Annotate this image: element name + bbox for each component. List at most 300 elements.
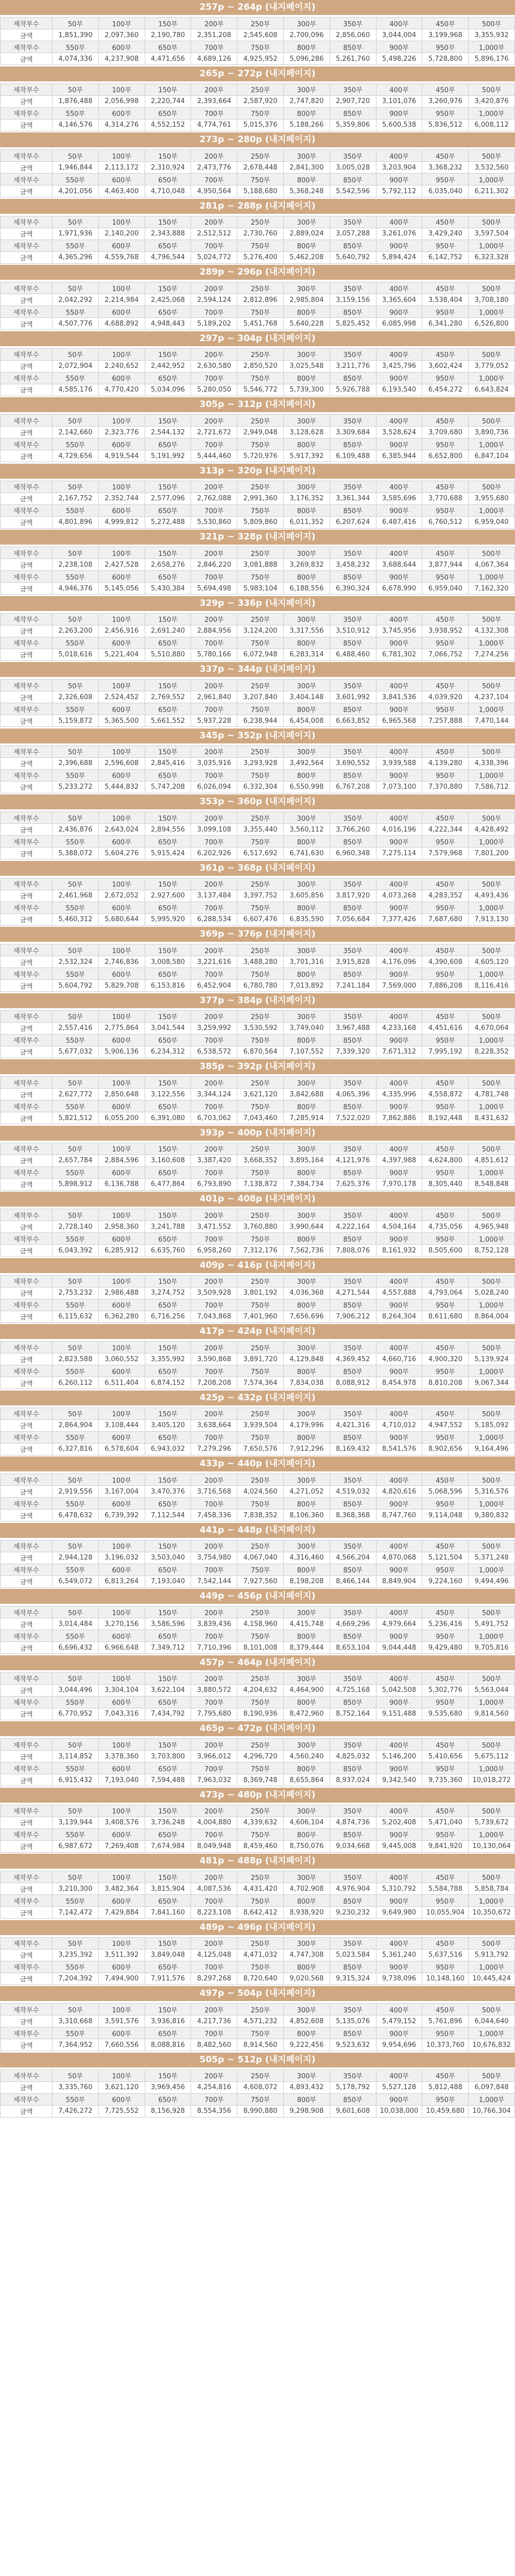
quantity-cell: 400부 [376,83,422,95]
price-cell: 2,746,836 [98,956,145,968]
quantity-cell: 50부 [53,944,99,956]
price-cell: 6,767,208 [330,781,376,793]
price-cell: 5,189,202 [191,318,237,330]
price-cell: 8,990,880 [237,2105,284,2117]
price-block [0,0,515,66]
quantity-cell: 900부 [376,1166,422,1178]
quantity-cell: 800부 [283,1034,330,1046]
price-cell: 5,809,860 [237,516,284,528]
price-cell: 9,151,488 [376,1708,422,1720]
price-cell: 2,097,360 [98,29,145,41]
quantity-cell: 100부 [98,1871,145,1883]
price-cell: 4,851,612 [469,1155,515,1166]
price-row-1 [1,2015,515,2027]
price-cell: 2,730,760 [237,228,284,240]
quantity-cell: 700부 [191,902,237,913]
price-cell: 6,549,072 [53,1575,99,1587]
price-cell: 3,139,944 [53,1817,99,1828]
quantity-row-1 [1,83,515,95]
price-row-1 [1,162,515,174]
price-cell: 4,283,352 [422,890,469,902]
price-cell: 3,708,180 [469,294,515,306]
quantity-cell: 900부 [376,2093,422,2105]
price-cell: 4,919,544 [98,450,145,462]
price-cell: 9,315,324 [330,1973,376,1985]
quantity-cell: 800부 [283,438,330,450]
price-cell: 7,349,712 [145,1642,191,1654]
price-block [0,794,515,861]
quantity-cell: 350부 [330,481,376,493]
price-row-2 [1,2105,515,2117]
quantity-label: 제작부수 [1,1564,53,1575]
price-cell: 5,913,792 [469,1949,515,1961]
quantity-label: 제작부수 [1,1034,53,1046]
quantity-cell: 700부 [191,1564,237,1575]
price-cell: 6,511,404 [98,1377,145,1389]
quantity-cell: 50부 [53,481,99,493]
page-range-title: 369p ~ 376p (내지페이지) [0,927,515,942]
price-cell: 3,842,688 [283,1089,330,1100]
price-cell: 5,034,096 [145,384,191,396]
quantity-cell: 300부 [283,1010,330,1022]
quantity-cell: 600부 [98,637,145,649]
price-cell: 4,793,064 [422,1287,469,1299]
quantity-cell: 150부 [145,150,191,162]
price-cell: 3,404,148 [283,691,330,703]
price-label: 금액 [1,2081,53,2093]
quantity-cell: 800부 [283,1100,330,1112]
price-table [0,481,515,529]
price-cell: 5,898,912 [53,1178,99,1190]
price-cell: 4,132,308 [469,625,515,637]
price-cell: 7,710,396 [191,1642,237,1654]
quantity-cell: 750부 [237,1166,284,1178]
quantity-cell: 500부 [469,415,515,427]
quantity-cell: 300부 [283,878,330,890]
price-cell: 2,812,896 [237,294,284,306]
quantity-cell: 150부 [145,83,191,95]
quantity-cell: 100부 [98,1805,145,1817]
price-cell: 7,384,734 [283,1178,330,1190]
quantity-cell: 650부 [145,1299,191,1311]
price-cell: 4,774,761 [191,119,237,131]
price-cell: 5,261,760 [330,53,376,65]
price-cell: 10,676,832 [469,2039,515,2051]
quantity-cell: 550부 [53,1630,99,1642]
price-cell: 7,241,184 [330,980,376,992]
quantity-cell: 700부 [191,1233,237,1245]
price-cell: 4,670,064 [469,1022,515,1034]
price-cell: 6,238,944 [237,715,284,727]
quantity-row-1 [1,745,515,757]
quantity-cell: 100부 [98,1209,145,1221]
quantity-row-2 [1,1365,515,1377]
price-cell: 3,269,832 [283,559,330,571]
quantity-cell: 450부 [422,1937,469,1949]
price-label: 금액 [1,95,53,107]
quantity-cell: 200부 [191,1010,237,1022]
quantity-cell: 800부 [283,174,330,185]
price-table [0,1540,515,1588]
quantity-cell: 750부 [237,438,284,450]
price-cell: 7,274,256 [469,649,515,660]
price-cell: 2,728,140 [53,1221,99,1233]
quantity-cell: 350부 [330,1077,376,1089]
price-cell: 3,128,628 [283,427,330,438]
price-cell: 3,159,156 [330,294,376,306]
price-row-1 [1,1419,515,1431]
price-cell: 4,338,396 [469,757,515,769]
quantity-cell: 800부 [283,703,330,715]
quantity-row-2 [1,1762,515,1774]
price-cell: 9,380,832 [469,1510,515,1521]
price-cell: 8,720,640 [237,1973,284,1985]
quantity-cell: 400부 [376,150,422,162]
price-cell: 3,470,376 [145,1486,191,1498]
quantity-cell: 1,000부 [469,1299,515,1311]
price-cell: 10,445,424 [469,1973,515,1985]
price-cell: 5,316,576 [469,1486,515,1498]
quantity-cell: 850부 [330,2027,376,2039]
price-cell: 6,741,630 [283,848,330,859]
price-cell: 2,894,556 [145,824,191,836]
price-label: 금액 [1,980,53,992]
quantity-cell: 450부 [422,2070,469,2081]
quantity-cell: 650부 [145,571,191,583]
price-cell: 5,015,376 [237,119,284,131]
price-label: 금액 [1,185,53,197]
quantity-row-2 [1,372,515,384]
quantity-cell: 950부 [422,1564,469,1575]
quantity-cell: 150부 [145,18,191,29]
price-cell: 8,454,978 [376,1377,422,1389]
price-cell: 6,142,752 [422,251,469,263]
price-table [0,811,515,859]
price-cell: 6,332,304 [237,781,284,793]
price-cell: 6,260,112 [53,1377,99,1389]
page-range-title: 481p ~ 488p (내지페이지) [0,1854,515,1869]
quantity-cell: 250부 [237,745,284,757]
price-cell: 5,451,768 [237,318,284,330]
price-table [0,17,515,65]
price-cell: 5,121,504 [422,1552,469,1564]
price-cell: 3,099,108 [191,824,237,836]
price-label: 금액 [1,848,53,859]
price-cell: 5,640,792 [330,251,376,263]
price-cell: 10,459,680 [422,2105,469,2117]
price-cell: 4,796,544 [145,251,191,263]
price-cell: 5,677,032 [53,1046,99,1058]
price-cell: 2,958,360 [98,1221,145,1233]
price-cell: 4,606,104 [283,1817,330,1828]
price-cell: 4,464,900 [283,1684,330,1696]
price-cell: 10,766,304 [469,2105,515,2117]
price-cell: 6,488,460 [330,649,376,660]
price-cell: 5,680,644 [98,913,145,925]
quantity-cell: 250부 [237,878,284,890]
price-cell: 5,728,800 [422,53,469,65]
quantity-cell: 950부 [422,836,469,848]
quantity-cell: 500부 [469,613,515,625]
price-row-1 [1,956,515,968]
quantity-cell: 550부 [53,1233,99,1245]
price-cell: 6,550,998 [283,781,330,793]
price-cell: 2,841,300 [283,162,330,174]
price-cell: 10,148,160 [422,1973,469,1985]
quantity-cell: 700부 [191,1696,237,1708]
price-cell: 9,230,232 [330,1907,376,1919]
quantity-label: 제작부수 [1,107,53,119]
quantity-label: 제작부수 [1,2070,53,2081]
price-cell: 3,260,976 [422,95,469,107]
price-block [0,1854,515,1920]
price-row-2 [1,980,515,992]
quantity-cell: 650부 [145,306,191,318]
page-range-title: 321p ~ 328p (내지페이지) [0,530,515,545]
price-cell: 6,739,392 [98,1510,145,1521]
quantity-cell: 150부 [145,1209,191,1221]
quantity-cell: 50부 [53,680,99,691]
quantity-cell: 300부 [283,547,330,559]
quantity-cell: 250부 [237,1805,284,1817]
quantity-label: 제작부수 [1,216,53,228]
quantity-cell: 950부 [422,1630,469,1642]
quantity-cell: 150부 [145,1672,191,1684]
quantity-cell: 600부 [98,306,145,318]
price-cell: 4,507,776 [53,318,99,330]
price-cell: 5,637,516 [422,1949,469,1961]
price-cell: 4,073,268 [376,890,422,902]
quantity-label: 제작부수 [1,547,53,559]
price-cell: 3,990,644 [283,1221,330,1233]
quantity-row-2 [1,1166,515,1178]
quantity-cell: 700부 [191,2027,237,2039]
quantity-cell: 650부 [145,836,191,848]
price-label: 금액 [1,913,53,925]
quantity-cell: 800부 [283,769,330,781]
price-cell: 7,569,000 [376,980,422,992]
price-label: 금액 [1,1443,53,1455]
quantity-cell: 400부 [376,1010,422,1022]
price-cell: 6,870,564 [237,1046,284,1058]
price-cell: 3,176,352 [283,493,330,504]
price-cell: 10,350,672 [469,1907,515,1919]
quantity-cell: 700부 [191,438,237,450]
quantity-cell: 100부 [98,1672,145,1684]
quantity-cell: 50부 [53,1606,99,1618]
quantity-row-2 [1,174,515,185]
price-cell: 5,640,228 [283,318,330,330]
quantity-cell: 850부 [330,902,376,913]
quantity-cell: 800부 [283,968,330,980]
price-cell: 6,958,260 [191,1245,237,1257]
price-cell: 7,043,868 [191,1311,237,1323]
price-cell: 3,716,568 [191,1486,237,1498]
price-cell: 7,193,040 [145,1575,191,1587]
quantity-cell: 150부 [145,1540,191,1552]
quantity-cell: 400부 [376,1739,422,1751]
price-cell: 2,949,048 [237,427,284,438]
price-cell: 6,478,632 [53,1510,99,1521]
price-block [0,1655,515,1722]
price-cell: 5,272,488 [145,516,191,528]
quantity-cell: 300부 [283,481,330,493]
quantity-cell: 350부 [330,1805,376,1817]
quantity-cell: 150부 [145,282,191,294]
quantity-row-1 [1,415,515,427]
quantity-row-2 [1,2093,515,2105]
price-cell: 2,167,752 [53,493,99,504]
page-range-title: 257p ~ 264p (내지페이지) [0,0,515,15]
price-block [0,397,515,464]
quantity-cell: 900부 [376,1696,422,1708]
price-cell: 7,429,884 [98,1907,145,1919]
quantity-cell: 500부 [469,2004,515,2015]
price-cell: 6,696,432 [53,1642,99,1654]
price-row-2 [1,1178,515,1190]
quantity-cell: 50부 [53,1739,99,1751]
quantity-cell: 250부 [237,613,284,625]
quantity-cell: 850부 [330,306,376,318]
quantity-cell: 150부 [145,1275,191,1287]
price-cell: 8,747,760 [376,1510,422,1521]
price-cell: 2,587,920 [237,95,284,107]
quantity-cell: 750부 [237,1696,284,1708]
price-cell: 6,285,912 [98,1245,145,1257]
price-row-2 [1,1774,515,1786]
price-cell: 5,546,772 [237,384,284,396]
price-cell: 3,270,156 [98,1618,145,1630]
price-block [0,1589,515,1655]
quantity-cell: 700부 [191,1166,237,1178]
quantity-cell: 350부 [330,348,376,360]
price-cell: 3,420,876 [469,95,515,107]
page-range-title: 337p ~ 344p (내지페이지) [0,662,515,677]
price-block [0,2053,515,2119]
quantity-cell: 250부 [237,1871,284,1883]
price-cell: 6,452,904 [191,980,237,992]
quantity-cell: 250부 [237,1739,284,1751]
quantity-cell: 750부 [237,107,284,119]
quantity-row-2 [1,1961,515,1973]
price-cell: 6,234,312 [145,1046,191,1058]
quantity-cell: 150부 [145,1606,191,1618]
quantity-cell: 400부 [376,1672,422,1684]
price-cell: 3,482,364 [98,1883,145,1895]
quantity-cell: 750부 [237,769,284,781]
price-cell: 2,991,360 [237,493,284,504]
quantity-cell: 350부 [330,1143,376,1155]
quantity-cell: 600부 [98,372,145,384]
price-label: 금액 [1,956,53,968]
price-cell: 5,491,752 [469,1618,515,1630]
price-cell: 6,008,112 [469,119,515,131]
price-table [0,1937,515,1985]
quantity-row-1 [1,1739,515,1751]
price-cell: 7,586,712 [469,781,515,793]
price-cell: 4,559,768 [98,251,145,263]
price-cell: 6,652,800 [422,450,469,462]
quantity-row-1 [1,18,515,29]
quantity-label: 제작부수 [1,1100,53,1112]
price-cell: 4,024,560 [237,1486,284,1498]
quantity-cell: 700부 [191,41,237,53]
price-table [0,547,515,595]
price-cell: 3,261,076 [376,228,422,240]
quantity-cell: 150부 [145,1871,191,1883]
price-cell: 4,271,052 [283,1486,330,1498]
quantity-cell: 150부 [145,1937,191,1949]
price-cell: 9,841,920 [422,1840,469,1852]
price-table [0,745,515,793]
price-cell: 2,846,220 [191,559,237,571]
quantity-cell: 950부 [422,1299,469,1311]
price-cell: 3,622,104 [145,1684,191,1696]
quantity-cell: 1,000부 [469,240,515,251]
quantity-cell: 300부 [283,1474,330,1486]
quantity-cell: 450부 [422,1209,469,1221]
quantity-cell: 450부 [422,745,469,757]
price-cell: 7,970,178 [376,1178,422,1190]
quantity-cell: 550부 [53,504,99,516]
quantity-cell: 550부 [53,703,99,715]
price-cell: 3,801,192 [237,1287,284,1299]
quantity-cell: 550부 [53,1299,99,1311]
quantity-cell: 650부 [145,1100,191,1112]
quantity-row-1 [1,1937,515,1949]
quantity-cell: 750부 [237,1233,284,1245]
quantity-cell: 950부 [422,968,469,980]
price-cell: 6,341,280 [422,318,469,330]
quantity-cell: 350부 [330,1474,376,1486]
price-row-1 [1,1751,515,1762]
price-cell: 7,650,576 [237,1443,284,1455]
price-cell: 3,839,436 [191,1618,237,1630]
quantity-label: 제작부수 [1,1342,53,1353]
price-table [0,1606,515,1654]
price-table [0,282,515,330]
quantity-cell: 250부 [237,415,284,427]
quantity-cell: 100부 [98,878,145,890]
price-cell: 3,025,548 [283,360,330,372]
quantity-cell: 550부 [53,637,99,649]
quantity-cell: 900부 [376,107,422,119]
quantity-cell: 950부 [422,107,469,119]
price-cell: 5,675,112 [469,1751,515,1762]
quantity-cell: 600부 [98,703,145,715]
price-cell: 3,458,232 [330,559,376,571]
page-range-title: 393p ~ 400p (내지페이지) [0,1126,515,1141]
price-cell: 2,220,744 [145,95,191,107]
price-row-1 [1,1353,515,1365]
price-cell: 8,849,904 [376,1575,422,1587]
price-cell: 7,841,160 [145,1907,191,1919]
quantity-cell: 700부 [191,836,237,848]
quantity-cell: 800부 [283,107,330,119]
price-cell: 5,368,248 [283,185,330,197]
price-cell: 4,874,736 [330,1817,376,1828]
price-cell: 3,361,344 [330,493,376,504]
price-cell: 1,851,390 [53,29,99,41]
price-cell: 4,947,552 [422,1419,469,1431]
quantity-cell: 900부 [376,1431,422,1443]
price-table [0,1076,515,1124]
quantity-row-1 [1,1342,515,1353]
price-cell: 2,884,596 [98,1155,145,1166]
price-cell: 7,838,352 [237,1510,284,1521]
price-cell: 3,124,200 [237,625,284,637]
quantity-cell: 450부 [422,282,469,294]
